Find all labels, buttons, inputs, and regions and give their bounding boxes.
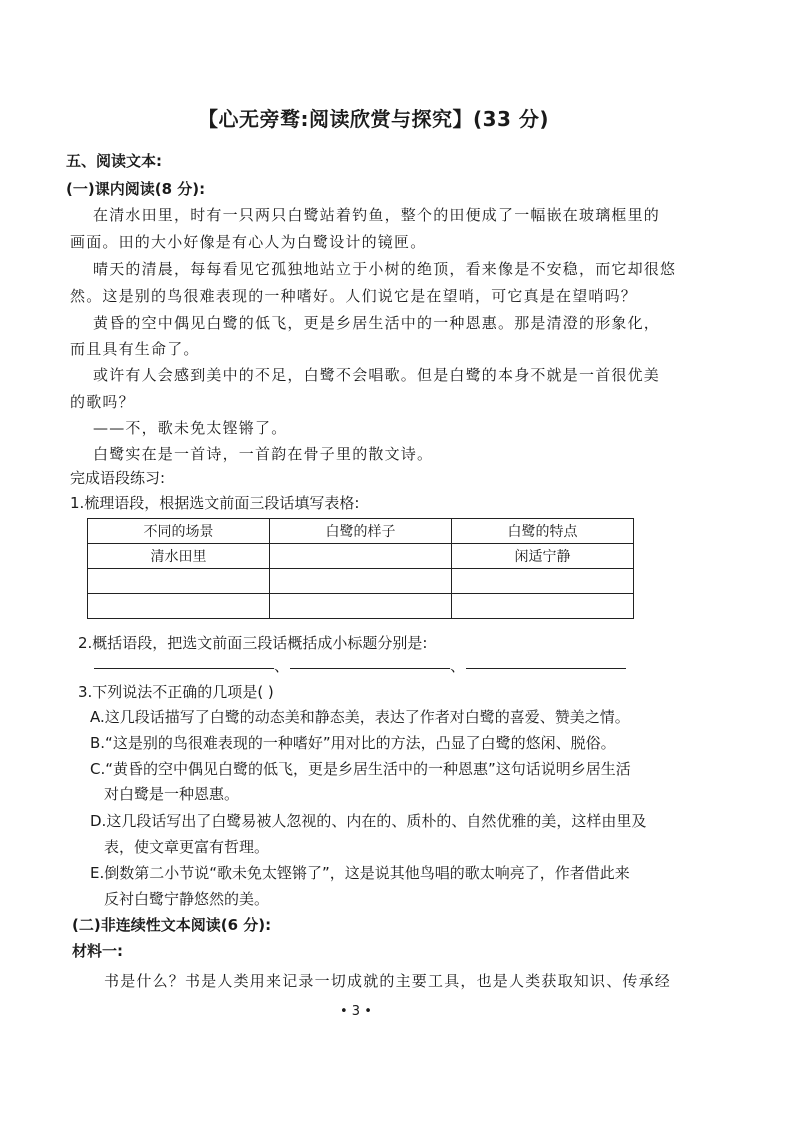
passage-p5: ——不，歌未免太铿锵了。 xyxy=(93,419,288,437)
table-header-cell: 白鹭的样子 xyxy=(270,519,452,544)
option-c-line2: 对白鹭是一种恩惠。 xyxy=(104,785,240,803)
table-cell-input[interactable] xyxy=(270,594,452,619)
passage-p1-line2: 画面。田的大小好像是有心人为白鹭设计的镜匣。 xyxy=(70,233,427,251)
table-cell-input[interactable] xyxy=(270,544,452,569)
passage-p3-line1: 黄昏的空中偶见白鹭的低飞，更是乡居生活中的一种恩惠。那是清澄的形象化， xyxy=(93,314,661,332)
material-text: 书是什么？书是人类用来记录一切成就的主要工具，也是人类获取知识、传承经 xyxy=(104,972,672,990)
page-number: • 3 • xyxy=(340,1004,372,1019)
question-2: 2.概括语段，把选文前面三段话概括成小标题分别是: xyxy=(78,634,428,652)
section-heading: 五、阅读文本: xyxy=(66,152,162,170)
passage-p2-line2: 然。这是别的鸟很难表现的一种嗜好。人们说它是在望哨，可它真是在望哨吗？ xyxy=(70,287,638,305)
option-e-line1: E.倒数第二小节说“歌未免太铿锵了”，这是说其他鸟唱的歌太响亮了，作者借此来 xyxy=(90,864,630,882)
passage-p4-line1: 或许有人会感到美中的不足，白鹭不会唱歌。但是白鹭的本身不就是一首很优美 xyxy=(93,366,661,384)
blank-separator-1: 、 xyxy=(274,657,290,675)
question-3: 3.下列说法不正确的几项是( ) xyxy=(78,683,274,701)
option-d-line1: D.这几段话写出了白鹭易被人忽视的、内在的、质朴的、自然优雅的美，这样由里及 xyxy=(90,812,647,830)
table-cell-input[interactable] xyxy=(88,569,270,594)
table-cell-input[interactable] xyxy=(452,594,634,619)
table-row xyxy=(88,569,634,594)
option-e-line2: 反衬白鹭宁静悠然的美。 xyxy=(104,890,270,908)
material-label: 材料一: xyxy=(72,942,123,960)
table-header-cell: 白鹭的特点 xyxy=(452,519,634,544)
table-cell-input[interactable] xyxy=(452,569,634,594)
table-row xyxy=(88,594,634,619)
exercise-label: 完成语段练习: xyxy=(70,469,166,487)
table-header-row xyxy=(88,519,634,544)
passage-p1-line1: 在清水田里，时有一只两只白鹭站着钓鱼，整个的田便成了一幅嵌在玻璃框里的 xyxy=(93,206,661,224)
passage-p6: 白鹭实在是一首诗，一首韵在骨子里的散文诗。 xyxy=(93,445,434,463)
table-row xyxy=(88,544,634,569)
table-cell-input[interactable] xyxy=(270,569,452,594)
passage-p3-line2: 而且具有生命了。 xyxy=(70,340,200,358)
part2-heading: (二)非连续性文本阅读(6 分): xyxy=(72,916,272,934)
question-1: 1.梳理语段，根据选文前面三段话填写表格: xyxy=(70,494,360,512)
passage-p2-line1: 晴天的清晨，每每看见它孤独地站立于小树的绝顶，看来像是不安稳，而它却很悠 xyxy=(93,260,677,278)
answer-blank-1[interactable] xyxy=(94,668,274,669)
table-header-cell: 不同的场景 xyxy=(88,519,270,544)
answer-blank-2[interactable] xyxy=(290,668,450,669)
option-d-line2: 表，使文章更富有哲理。 xyxy=(104,838,270,856)
answer-blank-3[interactable] xyxy=(466,668,626,669)
page-title: 【心无旁骛:阅读欣赏与探究】(33 分) xyxy=(198,107,550,131)
blank-separator-2: 、 xyxy=(450,657,466,675)
option-c-line1: C.“黄昏的空中偶见白鹭的低飞，更是乡居生活中的一种恩惠”这句话说明乡居生活 xyxy=(90,760,631,778)
table-cell-input[interactable] xyxy=(88,594,270,619)
option-a: A.这几段话描写了白鹭的动态美和静态美，表达了作者对白鹭的喜爱、赞美之情。 xyxy=(90,708,630,726)
part1-heading: (一)课内阅读(8 分): xyxy=(66,180,206,198)
table-cell: 清水田里 xyxy=(88,544,270,569)
option-b: B.“这是别的鸟很难表现的一种嗜好”用对比的方法，凸显了白鹭的悠闲、脱俗。 xyxy=(90,734,616,752)
passage-p4-line2: 的歌吗？ xyxy=(70,393,135,411)
table-cell: 闲适宁静 xyxy=(452,544,634,569)
answer-table xyxy=(87,518,634,619)
